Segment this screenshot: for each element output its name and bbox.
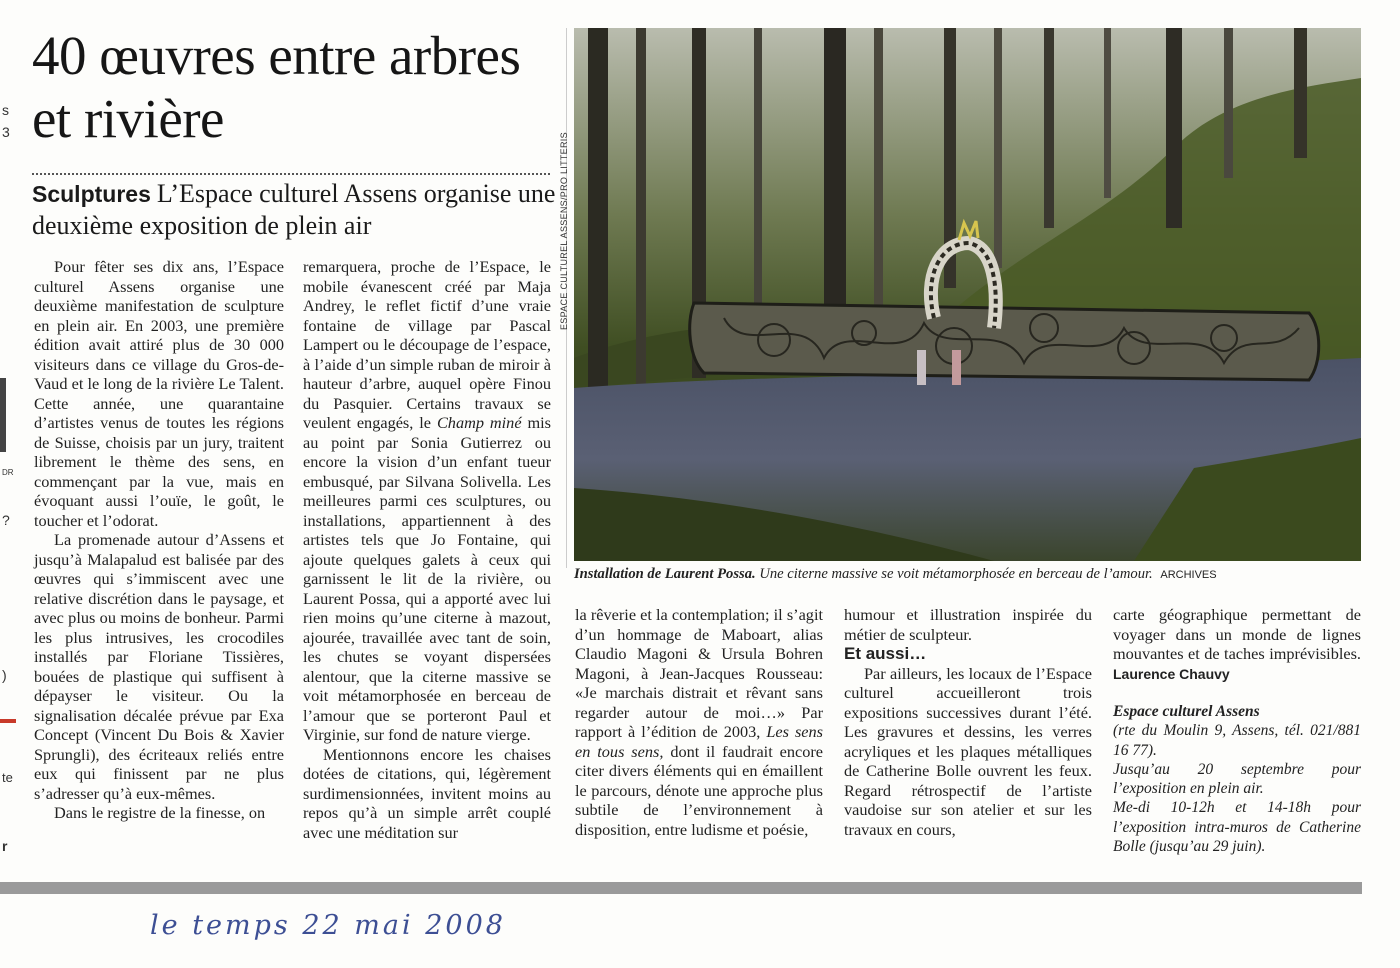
info-box [1113,702,1361,856]
italic-title: Champ miné [436,413,522,432]
paragraph: humour et illustration inspirée du métier de sculpteur. [844,605,1092,644]
margin-label: DR [2,468,14,477]
info-address: (rte du Moulin 9, Assens, tél. 021/881 16 77). [1113,722,1361,759]
info-dates: Jusqu’au 20 septembre pour l’exposition en plein air. [1113,760,1361,798]
paragraph: Mentionnons encore les chaises dotées de citations, qui, légèrement surdimensionnées, invitent moins au repos qu’à un simple arrêt couplé avec une méditation sur [303,744,551,842]
paragraph: Pour fêter ses dix ans, l’Espace culturel Assens organise une deuxième manifestation de sculpture en plein air. En 2003, une première édition avait attiré plus de 30 000 visiteurs dans ce village du Gros-de-Vaud et le long de la rivière Le Talent. Cette année, une quarantaine d’artistes venus de toutes les régions de Suisse, choisis par un jury, traitent librement le thème des sens, en commençant par la vue, mais en évoquant aussi l’ouïe, le goût, le toucher et l’odorat. [34,257,284,530]
caption-source: ARCHIVES [1160,569,1217,581]
subhead-text: L’Espace culturel Assens organise une deuxième exposition de plein air [32,179,556,240]
article-column-3 [575,605,823,839]
paragraph: Dans le registre de la finesse, on [54,803,266,822]
margin-char: s [2,102,9,118]
paragraph [1113,605,1361,684]
article-subhead [32,178,562,241]
text-run: dont il faudrait encore citer divers éléments qui en émaillent le parcours, dénote une approche plus subtile de l’environnement à disposition, entre ludisme et poésie, [575,741,823,839]
page-bottom-bar [0,882,1362,894]
dotted-rule [32,173,550,175]
photo-caption [574,566,1364,583]
margin-photo-edge [0,378,6,452]
caption-lead: Installation de Laurent Possa. [574,566,756,582]
author-byline: Laurence Chauvy [1113,665,1230,682]
margin-char: ) [2,667,7,683]
sculpture-photo [574,28,1361,561]
text-run: la rêverie et la contemplation; il s’agit d’un hommage de Maboart, alias Claudio Magoni & Ursula Bohren Magoni, à Jean-Jacques Rousseau: «Je marchais distrait et rêvant sans regarder autour de moi…» Par rapport à l’édition de 2003, [575,605,823,741]
article-column-5 [1113,605,1361,856]
article-headline: 40 œuvres entre arbres et rivière [32,25,521,149]
text-run: mis au point par Sonia Gutierrez ou encore la vision d’un enfant tueur embusqué, par Silvana Solivella. Les meilleures parmi ces sculptures, ou installations, appartiennent à des artistes tels que Jo Fontaine, qui ajoute quelques galets à ceux qui garnissent le lit de la rivière, ou Laurent Possa, qui a apporté avec lui rien moins qu’une citerne à mazout, ajourée, travaillée avec tant de soin, les chutes se voyant dispersées alentour, que la citerne massive se voit métamorphosée en berceau de l’amour que se porteront Paul et Virginie, sur fond de nature vierge. [303,413,551,744]
paragraph [575,605,823,839]
caption-text: Une citerne massive se voit métamorphosée en berceau de l’amour. [759,566,1153,582]
paragraph: Par ailleurs, les locaux de l’Espace culturel accueilleront trois expositions successives durant l’été. Les gravures et dessins, les verres acryliques et les plaques métalliques de Catherine Bolle ouvrent les feux. Regard rétrospectif de l’artiste vaudoise sur son atelier et sur les travaux en cours, [844,663,1092,839]
section-title: Et aussi… [844,644,927,663]
article-column-2 [303,257,551,842]
info-hours: Me-di 10-12h et 14-18h pour l’exposition intra-muros de Catherine Bolle (jusqu’au 29 juin). [1113,799,1361,856]
paragraph [303,257,551,745]
margin-char: 3 [2,124,10,140]
info-title: Espace culturel Assens [1113,703,1260,720]
forest-sculpture-image [574,28,1361,561]
text-run: remarquera, proche de l’Espace, le mobile évanescent créé par Maja Andrey, le reflet fictif d’une vraie fontaine de village par Pascal Lampert ou le découpage de l’espace, à l’aide d’un simple ruban de miroir à hauteur d’arbre, auquel opère Finou du Pasquier. Certains travaux se veulent engagés, le [303,257,551,432]
margin-red-mark [0,719,16,723]
photo-credit: ESPACE CULTUREL ASSENS/PRO LITTERIS [559,132,569,330]
margin-char: te [2,770,13,785]
text-run: carte géographique permettant de voyager dans un monde de lignes mouvantes et de taches imprévisibles. [1113,605,1361,663]
handwritten-date-note: le temps 22 mai 2008 [150,910,506,941]
left-margin-strip [0,0,22,880]
article-column-4 [844,605,1092,839]
subhead-kicker: Sculptures [32,181,151,207]
article-column-1 [34,257,284,823]
margin-char: ? [2,512,10,528]
paragraph: La promenade autour d’Assens et jusqu’à Malapalud est balisée par des œuvres qui s’immiscent avec une relative discrétion dans le paysage, et avec plus ou moins de bonheur. Parmi les plus intrusives, les crocodiles installés par Floriane Tissières, bouées de plastique qui suffisent à dépayser le visiteur. Ou la signalisation décalée prévue par Exa Concept (Vincent Du Bois & Xavier Sprungli), des écriteaux reliés entre eux qui finissent par ne plus s’adresser qu’à eux-mêmes. [34,530,284,803]
margin-char: r [2,838,8,854]
italic-title: Les sens en tous sens, [575,722,824,761]
